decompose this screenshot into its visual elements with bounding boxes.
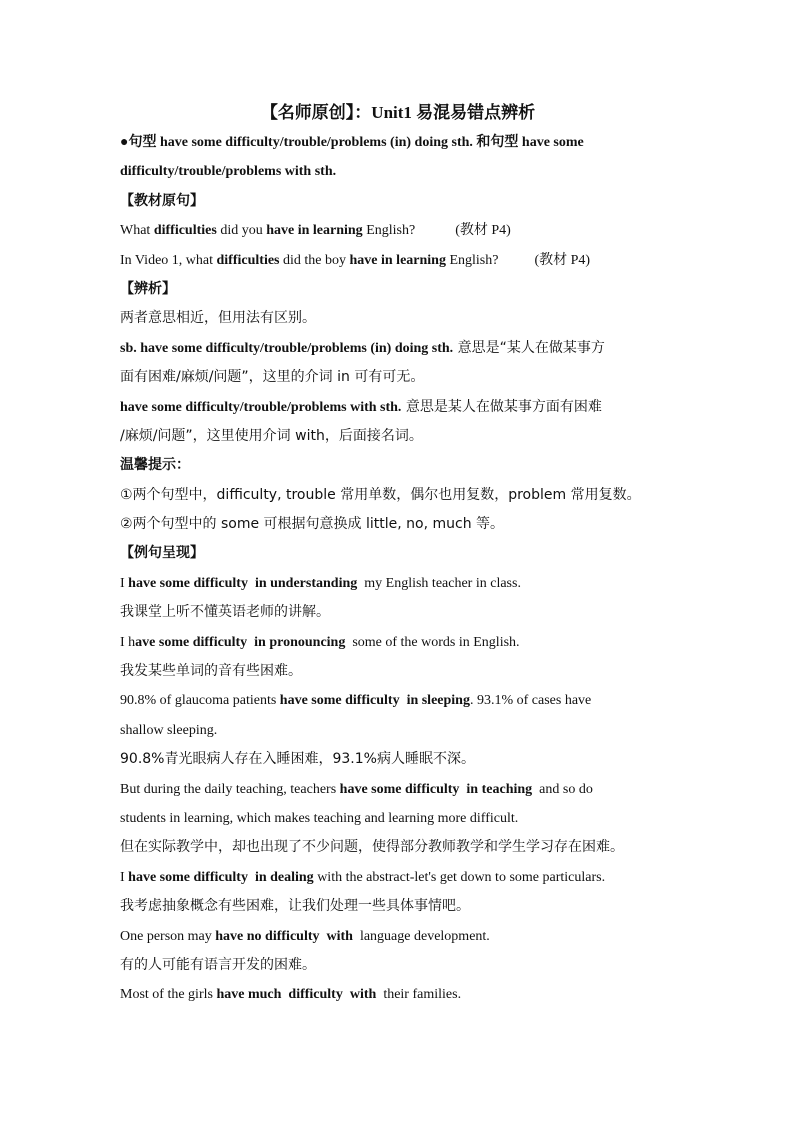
textbook-heading: 【教材原句】 [120, 192, 204, 209]
textbook-sentence-2: In Video 1, what difficulties did the boy have in learning English? (教材 P4) [120, 252, 591, 268]
tip-2: ②两个句型中的 some 可根据句意换成 little, no, much 等。 [120, 516, 505, 533]
example-4: But during the daily teaching, teachers have some difficulty in teaching and so do [120, 781, 593, 797]
example-5: I have some difficulty in dealing with the abstract-let's get down to some particulars. [120, 869, 606, 885]
topic-bullet-cont: difficulty/trouble/problems with sth. [120, 164, 337, 180]
example-4-cont: students in learning, which makes teaching and learning more difficult. [120, 810, 519, 826]
example-3: 90.8% of glaucoma patients have some difficulty in sleeping. 93.1% of cases have [120, 693, 592, 709]
example-1: I have some difficulty in understanding my English teacher in class. [120, 575, 521, 591]
analysis-paragraph-1: sb. have some difficulty/trouble/problems (in) doing sth. 意思是“某人在做某事方 [120, 339, 605, 356]
example-5-translation: 我考虑抽象概念有些困难，让我们处理一些具体事情吧。 [120, 898, 470, 915]
document-page [120, 98, 676, 1010]
example-6-translation: 有的人可能有语言开发的困难。 [120, 956, 316, 973]
example-6: One person may have no difficulty with language development. [120, 928, 490, 944]
analysis-intro: 两者意思相近，但用法有区别。 [120, 310, 316, 327]
example-2-translation: 我发某些单词的音有些困难。 [120, 663, 302, 680]
example-3-cont: shallow sleeping. [120, 722, 218, 738]
example-1-translation: 我课堂上听不懂英语老师的讲解。 [120, 604, 330, 621]
textbook-source-1: (教材 P4) [455, 223, 511, 239]
analysis-paragraph-1-cont: 面有困难/麻烦/问题”，这里的介词 in 可有可无。 [120, 369, 425, 386]
example-7: Most of the girls have much difficulty with their families. [120, 987, 462, 1003]
tips-heading: 温馨提示： [120, 457, 190, 474]
tip-1: ①两个句型中，difficulty, trouble 常用单数，偶尔也用复数，problem 常用复数。 [120, 486, 641, 503]
page-title: 【名师原创】：Unit1 易混易错点辨析 [260, 103, 536, 122]
analysis-heading: 【辨析】 [120, 280, 176, 297]
textbook-source-2: (教材 P4) [534, 252, 591, 268]
examples-heading: 【例句呈现】 [120, 545, 204, 562]
example-3-translation: 90.8%青光眼病人存在入睡困难，93.1%病人睡眠不深。 [120, 751, 475, 768]
analysis-paragraph-2: have some difficulty/trouble/problems with sth. 意思是某人在做某事方面有困难 [120, 398, 602, 415]
example-2: I have some difficulty in pronouncing some of the words in English. [120, 634, 520, 650]
analysis-paragraph-2-cont: /麻烦/问题”，这里使用介词 with，后面接名词。 [120, 427, 423, 444]
example-4-translation: 但在实际教学中，却也出现了不少问题，使得部分教师教学和学生学习存在困难。 [120, 839, 624, 856]
topic-bullet: ●句型 have some difficulty/trouble/problems (in) doing sth. 和句型 have some [120, 135, 584, 150]
textbook-sentence-1: What difficulties did you have in learning English? (教材 P4) [120, 223, 511, 239]
